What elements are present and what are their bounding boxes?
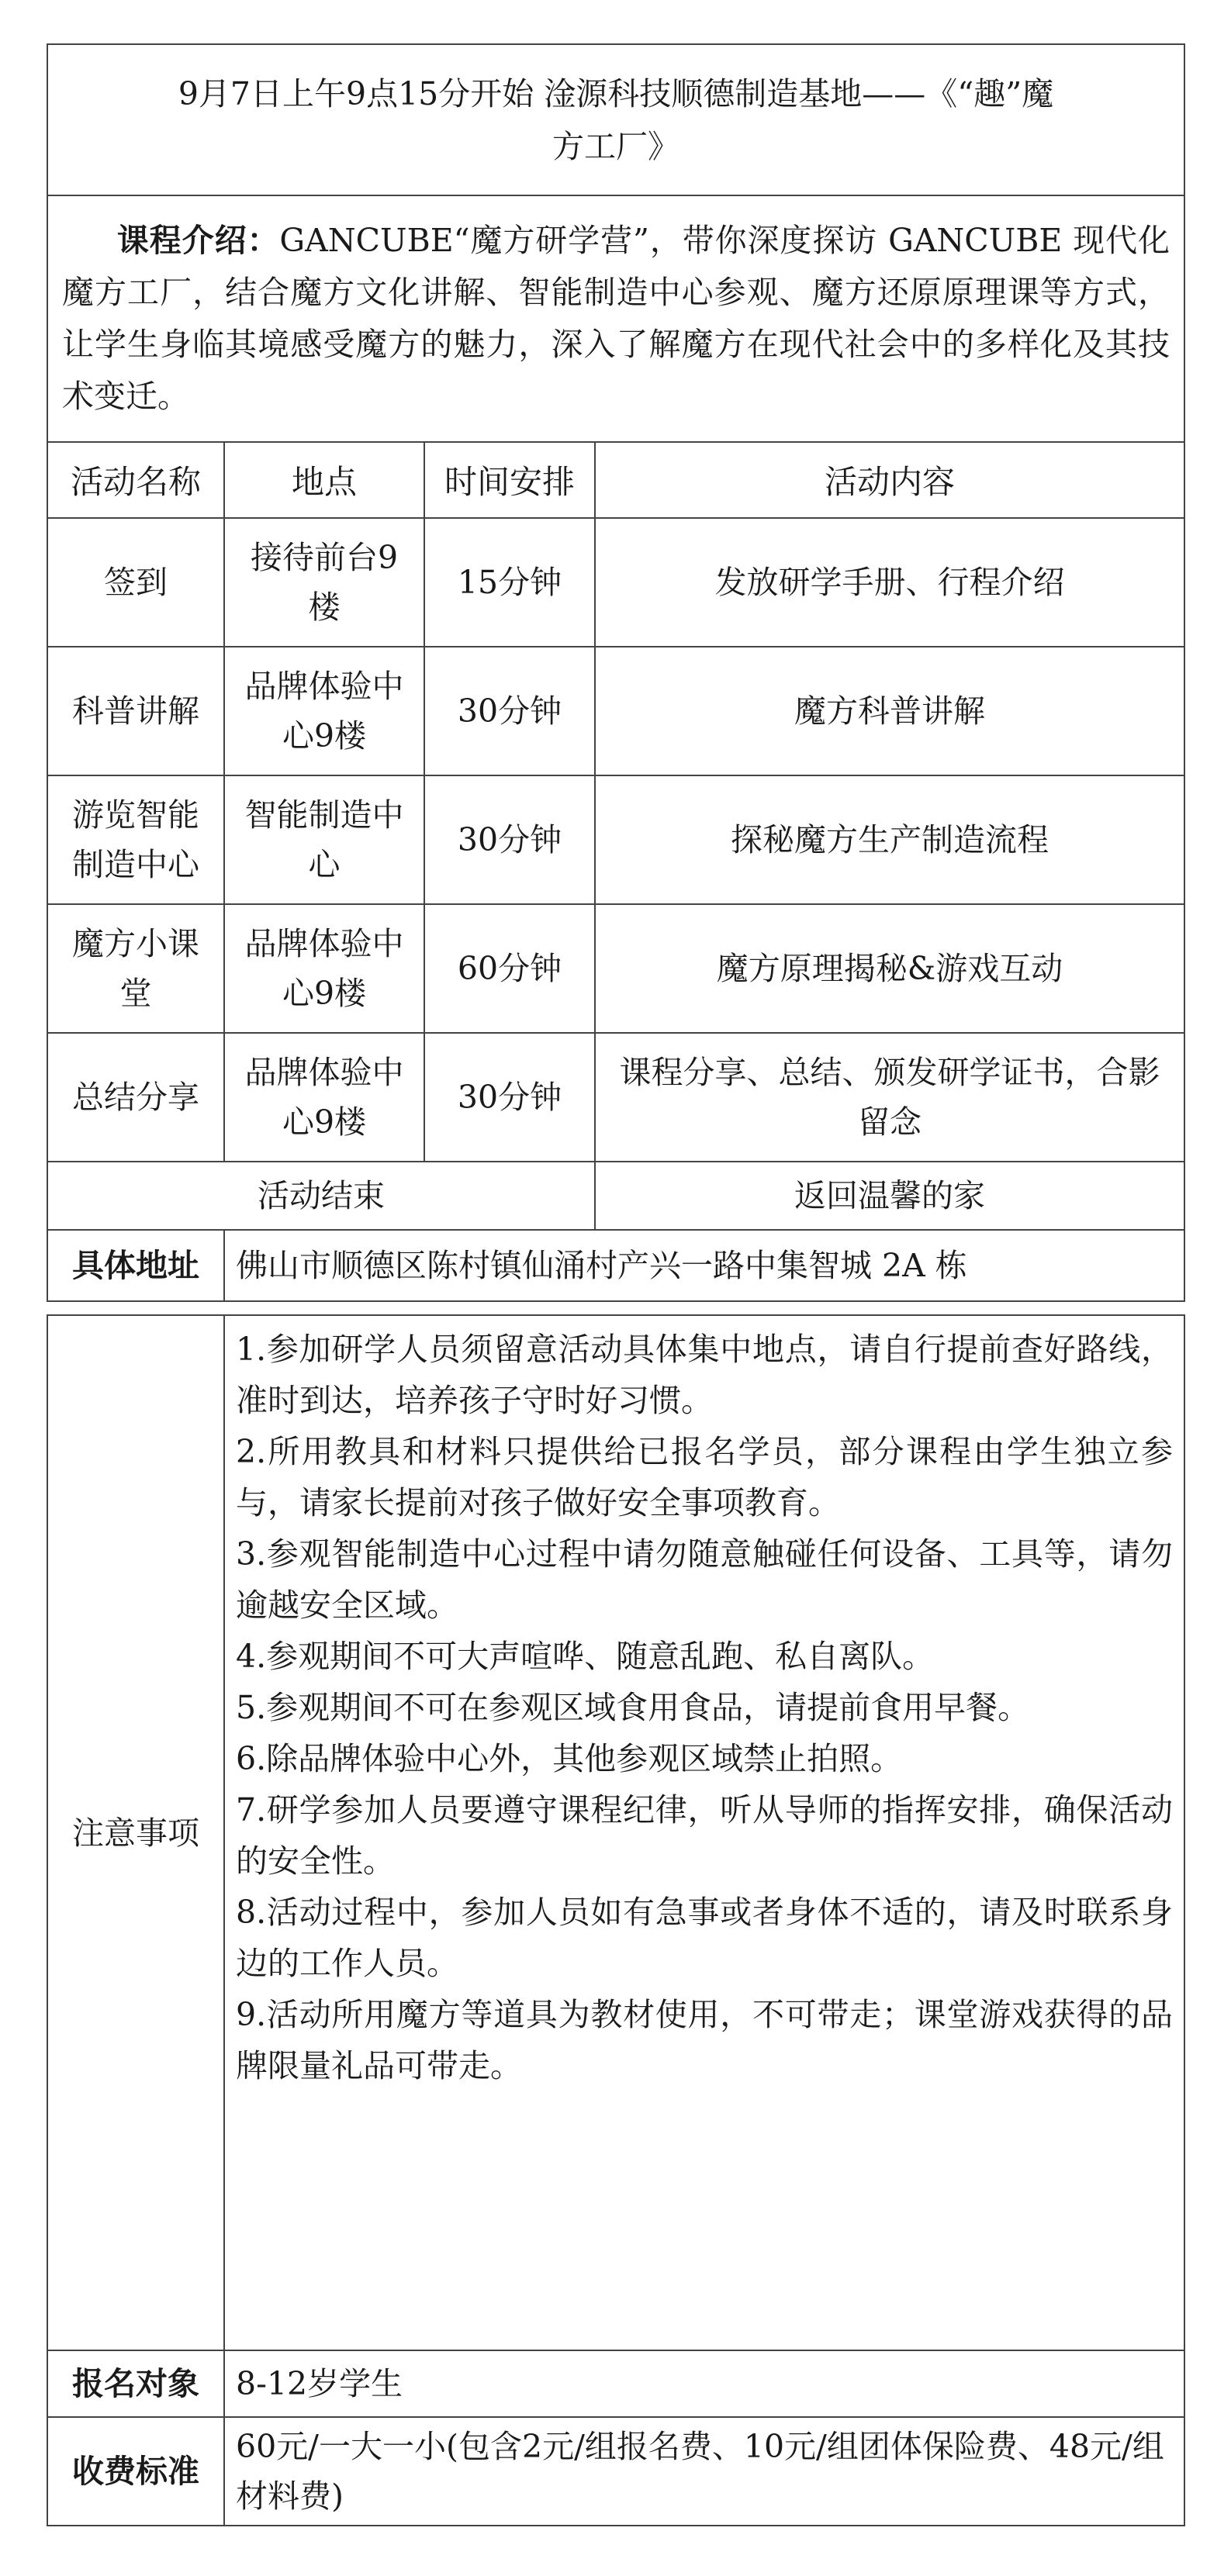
activity-name: 总结分享: [47, 1033, 224, 1162]
table-row: [47, 647, 1184, 775]
activity-content: 魔方科普讲解: [595, 647, 1184, 775]
col-header-activity: 活动名称: [47, 442, 224, 518]
audience-value: 8-12岁学生: [224, 2350, 1184, 2417]
title-line-1: 9月7日上午9点15分开始 淦源科技顺德制造基地——《“趣”魔: [178, 74, 1054, 112]
table-row: [47, 775, 1184, 904]
col-header-content: 活动内容: [595, 442, 1184, 518]
list-item: 4.参观期间不可大声喧哗、随意乱跑、私自离队。: [236, 1638, 935, 1675]
list-item: 7.研学参加人员要遵守课程纪律，听从导师的指挥安排，确保活动的安全性。: [236, 1791, 1173, 1880]
notes-table: [47, 1314, 1185, 2526]
course-intro-text: GANCUBE“魔方研学营”，带你深度探访 GANCUBE 现代化魔方工厂，结合魔方文化讲解、智能制造中心参观、魔方还原原理课等方式，让学生身临其境感受魔方的魅力，深入了解魔方在现代社会中的多样化及其技术变迁。: [62, 222, 1170, 415]
list-item: 9.活动所用魔方等道具为教材使用，不可带走；课堂游戏获得的品牌限量礼品可带走。: [236, 1996, 1173, 2084]
table-row: [47, 904, 1184, 1033]
list-item: 2.所用教具和材料只提供给已报名学员，部分课程由学生独立参与，请家长提前对孩子做好安全事项教育。: [236, 1433, 1173, 1521]
activity-time: 60分钟: [424, 904, 595, 1033]
activity-place: 品牌体验中心9楼: [224, 904, 424, 1033]
activity-name: 游览智能制造中心: [47, 775, 224, 904]
fee-row: [47, 2417, 1184, 2526]
activity-content: 探秘魔方生产制造流程: [595, 775, 1184, 904]
activity-place: 智能制造中心: [224, 775, 424, 904]
address-label: 具体地址: [47, 1230, 224, 1301]
activity-content: 魔方原理揭秘&游戏互动: [595, 904, 1184, 1033]
activity-time: 30分钟: [424, 1033, 595, 1162]
activity-name: 魔方小课堂: [47, 904, 224, 1033]
activity-name: 科普讲解: [47, 647, 224, 775]
activity-place: 品牌体验中心9楼: [224, 647, 424, 775]
col-header-place: 地点: [224, 442, 424, 518]
course-intro: [47, 195, 1184, 442]
activity-time: 30分钟: [424, 775, 595, 904]
list-item: 8.活动过程中，参加人员如有急事或者身体不适的，请及时联系身边的工作人员。: [236, 1894, 1173, 1982]
list-item: 3.参观智能制造中心过程中请勿随意触碰任何设备、工具等，请勿逾越安全区域。: [236, 1535, 1173, 1624]
activity-end-label: 活动结束: [47, 1162, 595, 1230]
course-intro-label: 课程介绍：: [116, 222, 280, 259]
list-item: 1.参加研学人员须留意活动具体集中地点，请自行提前查好路线，准时到达，培养孩子守时好习惯。: [236, 1331, 1173, 1419]
schedule-header-row: [47, 442, 1184, 518]
activity-end-row: [47, 1162, 1184, 1230]
activity-content: 课程分享、总结、颁发研学证书，合影留念: [595, 1033, 1184, 1162]
notes-row: [47, 1315, 1184, 2350]
activity-time: 30分钟: [424, 647, 595, 775]
schedule-table: [47, 43, 1185, 1302]
fee-label: 收费标准: [47, 2417, 224, 2526]
address-value: 佛山市顺德区陈村镇仙涌村产兴一路中集智城 2A 栋: [224, 1230, 1184, 1301]
activity-name: 签到: [47, 518, 224, 647]
fee-value: 60元/一大一小(包含2元/组报名费、10元/组团体保险费、48元/组材料费): [224, 2417, 1184, 2526]
audience-label: 报名对象: [47, 2350, 224, 2417]
activity-content: 发放研学手册、行程介绍: [595, 518, 1184, 647]
table-row: [47, 518, 1184, 647]
activity-time: 15分钟: [424, 518, 595, 647]
activity-place: 接待前台9楼: [224, 518, 424, 647]
list-item: 6.除品牌体验中心外，其他参观区域禁止拍照。: [236, 1740, 903, 1777]
title-line-2: 方工厂》: [552, 127, 679, 165]
audience-row: [47, 2350, 1184, 2417]
page-title: [47, 44, 1184, 195]
address-row: [47, 1230, 1184, 1301]
notes-label: 注意事项: [47, 1315, 224, 2350]
activity-place: 品牌体验中心9楼: [224, 1033, 424, 1162]
notes-list: [224, 1315, 1184, 2350]
list-item: 5.参观期间不可在参观区域食用食品，请提前食用早餐。: [236, 1689, 1030, 1726]
col-header-time: 时间安排: [424, 442, 595, 518]
activity-end-value: 返回温馨的家: [595, 1162, 1184, 1230]
table-row: [47, 1033, 1184, 1162]
